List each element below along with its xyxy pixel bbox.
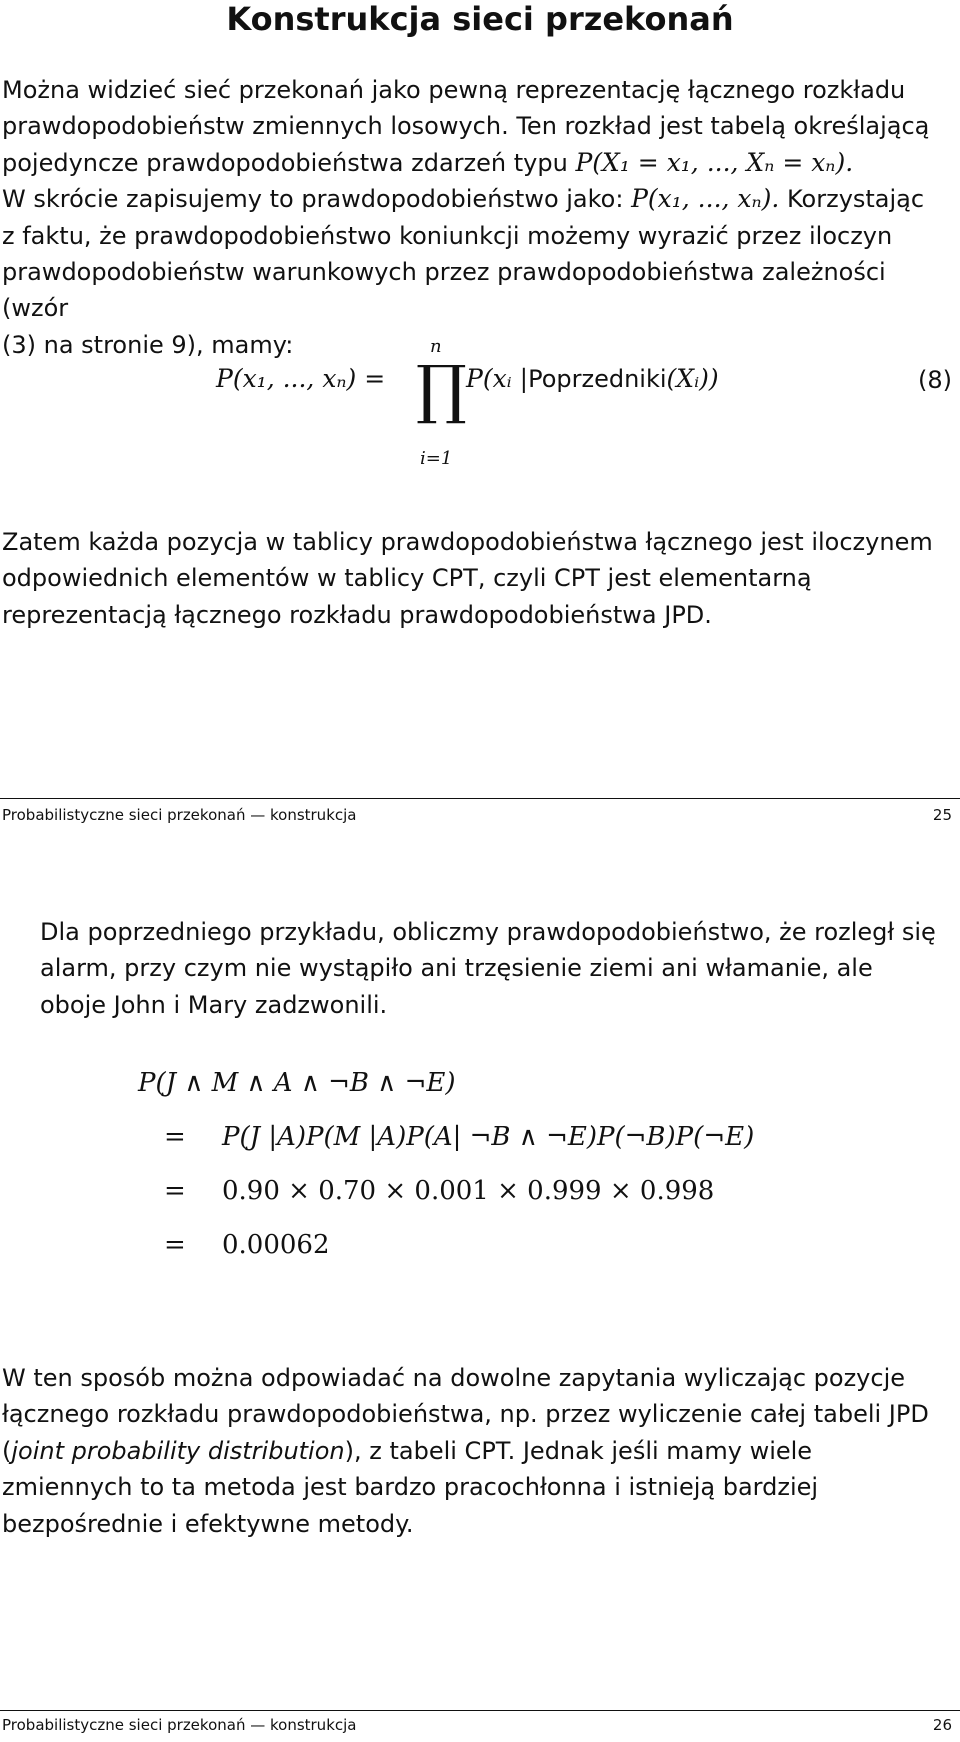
calc-expression: P(J |A)P(M |A)P(A| ¬B ∧ ¬E)P(¬B)P(¬E) (222, 1122, 755, 1152)
text-line: zmiennych to ta metoda jest bardzo pracochłonna i istnieją bardziej (2, 1473, 819, 1502)
calc-row-3 (164, 1176, 715, 1206)
text-line (2, 145, 954, 181)
text-fragment: ( (2, 1436, 12, 1465)
formula-rhs (466, 364, 719, 393)
page-number: 25 (932, 806, 952, 824)
formula-rhs-word: Poprzedniki (528, 365, 667, 393)
calc-result: 0.00062 (222, 1230, 330, 1260)
footer-divider (0, 1710, 960, 1711)
text-line: bezpośrednie i efektywne metody. (2, 1509, 414, 1538)
calc-row-2 (164, 1122, 755, 1152)
text-line: reprezentacją łącznego rozkładu prawdopodobieństwa JPD. (2, 600, 712, 629)
formula-rhs-prefix: P(xᵢ | (466, 364, 529, 393)
equation-number: (8) (918, 366, 952, 394)
page-number: 26 (932, 1716, 952, 1734)
text-line: Zatem każda pozycja w tablicy prawdopodobieństwa łącznego jest iloczynem (2, 528, 933, 556)
intro-paragraph (2, 72, 954, 363)
equals-sign: = (164, 1176, 186, 1206)
text-fragment: ), z tabeli CPT. Jednak jeśli mamy wiele (344, 1436, 813, 1465)
footer-divider (0, 798, 960, 799)
equals-sign: = (164, 1230, 186, 1260)
calc-row-1 (138, 1068, 456, 1098)
calc-row-4 (164, 1230, 330, 1260)
formula-rhs-suffix: (Xᵢ)) (666, 364, 719, 393)
text-line (2, 181, 954, 217)
italic-term: joint probability distribution (11, 1436, 345, 1465)
text-fragment: W skrócie zapisujemy to prawdopodobieństwo jako: (2, 185, 624, 214)
product-symbol: ∏ (416, 353, 467, 427)
text-line: z faktu, że prawdopodobieństwo koniunkcji możemy wyrazić przez iloczyn (2, 221, 893, 250)
closing-paragraph (2, 1360, 954, 1542)
text-line: alarm, przy czym nie wystąpiło ani trzęsienie ziemi ani włamanie, ale (40, 954, 873, 983)
math-expression: P(x₁, ..., xₙ). (631, 184, 780, 214)
text-fragment: Korzystając (787, 185, 925, 214)
text-line (2, 1433, 954, 1469)
product-upper-limit: n (430, 336, 442, 357)
text-line: W ten sposób można odpowiadać na dowolne zapytania wyliczając pozycje (2, 1364, 905, 1392)
text-line: prawdopodobieństw zmiennych losowych. Ten rozkład jest tabelą określającą (2, 112, 930, 141)
example-intro-paragraph (40, 914, 940, 1023)
text-line: prawdopodobieństw warunkowych przez prawdopodobieństwa zależności (wzór (2, 258, 886, 323)
text-line: Dla poprzedniego przykładu, obliczmy prawdopodobieństwo, że rozległ się (40, 918, 936, 946)
text-line: (3) na stronie 9), mamy: (2, 330, 294, 359)
product-lower-limit: i=1 (420, 448, 453, 469)
math-expression: P(X₁ = x₁, ..., Xₙ = xₙ). (575, 147, 854, 177)
footer-title: Probabilistyczne sieci przekonań — konstrukcja (2, 1716, 357, 1734)
equals-sign: = (164, 1122, 186, 1152)
calc-expression: P(J ∧ M ∧ A ∧ ¬B ∧ ¬E) (138, 1068, 456, 1098)
footer-title: Probabilistyczne sieci przekonań — konstrukcja (2, 806, 357, 824)
conclusion-paragraph (2, 524, 954, 633)
page-title: Konstrukcja sieci przekonań (226, 0, 734, 38)
text-line: odpowiednich elementów w tablicy CPT, czyli CPT jest elementarną (2, 564, 812, 593)
text-line: oboje John i Mary zadzwonili. (40, 990, 388, 1019)
formula-lhs: P(x₁, ..., xₙ) = (216, 364, 386, 393)
text-fragment: pojedyncze prawdopodobieństwa zdarzeń typu (2, 148, 568, 177)
text-line: Można widzieć sieć przekonań jako pewną reprezentację łącznego rozkładu (2, 76, 906, 104)
text-line: łącznego rozkładu prawdopodobieństwa, np. przez wyliczenie całej tabeli JPD (2, 1400, 929, 1429)
calc-expression: 0.90 × 0.70 × 0.001 × 0.999 × 0.998 (222, 1176, 715, 1206)
